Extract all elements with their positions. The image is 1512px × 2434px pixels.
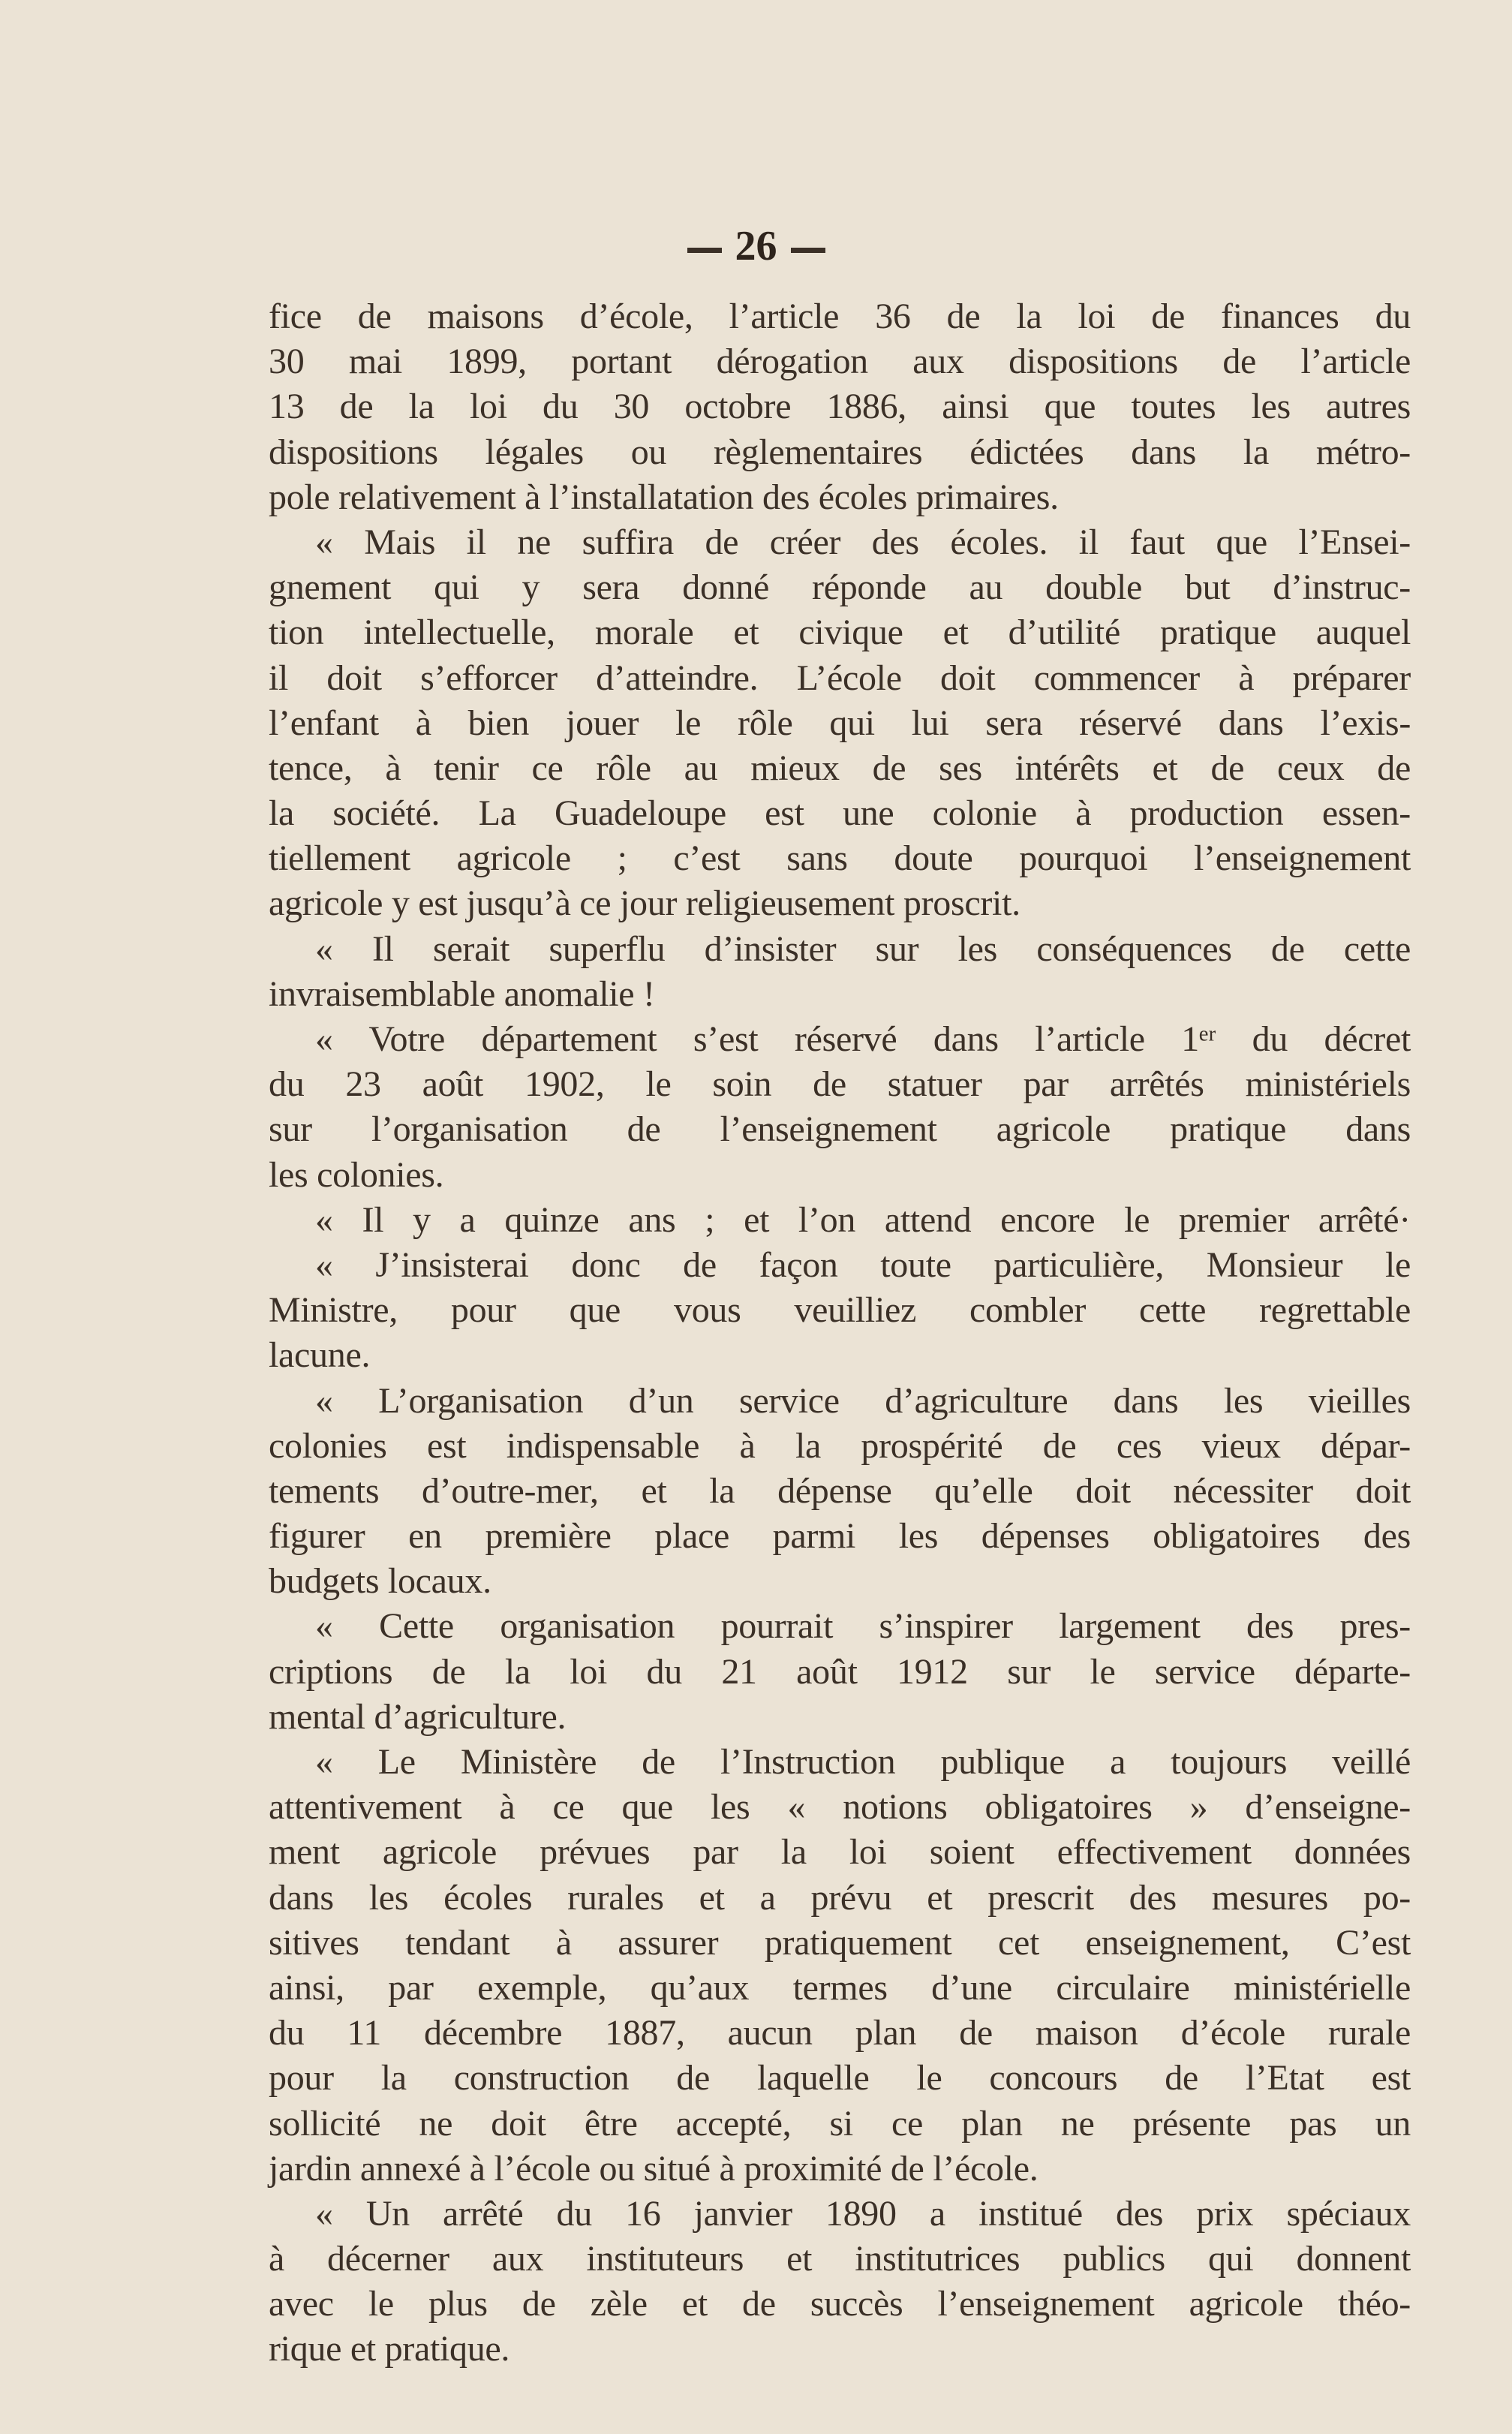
paragraph bbox=[269, 294, 1411, 520]
text-line: ainsi, par exemple, qu’aux termes d’une circulaire ministérielle bbox=[269, 1967, 1411, 2008]
text-line: sur l’organisation de l’enseignement agricole pratique dans bbox=[269, 1109, 1411, 1150]
text-line: gnement qui y sera donné réponde au double but d’instruc- bbox=[269, 567, 1411, 608]
text-line: dans les écoles rurales et a prévu et prescrit des mesures po- bbox=[269, 1877, 1411, 1918]
text-line: les colonies. bbox=[269, 1154, 444, 1195]
text-line: 13 de la loi du 30 octobre 1886, ainsi que toutes les autres bbox=[269, 387, 1411, 427]
text-line: rique et pratique. bbox=[269, 2329, 510, 2369]
text-line: ment agricole prévues par la loi soient effectivement données bbox=[269, 1832, 1411, 1873]
text-line: budgets locaux. bbox=[269, 1561, 491, 1602]
text-line: tements d’outre-mer, et la dépense qu’elle doit nécessiter doit bbox=[269, 1470, 1411, 1511]
text-line: « Un arrêté du 16 janvier 1890 a institué des prix spéciaux bbox=[315, 2193, 1411, 2234]
text-line: lacune. bbox=[269, 1335, 371, 1376]
text-line: agricole y est jusqu’à ce jour religieusement proscrit. bbox=[269, 883, 1021, 924]
text-line: pole relativement à l’installatation des écoles primaires. bbox=[269, 477, 1059, 517]
text-line: fice de maisons d’école, l’article 36 de la loi de finances du bbox=[269, 296, 1411, 336]
paragraph bbox=[269, 1379, 1411, 1605]
text-line: « J’insisterai donc de façon toute particulière, Monsieur le bbox=[315, 1244, 1411, 1285]
paragraph bbox=[269, 2192, 1411, 2372]
text-line: du 23 août 1902, le soin de statuer par arrêtés ministériels bbox=[269, 1064, 1411, 1105]
text-line: tiellement agricole ; c’est sans doute pourquoi l’enseignement bbox=[269, 838, 1411, 879]
text-line: invraisemblable anomalie ! bbox=[269, 973, 655, 1014]
text-line: Ministre, pour que vous veuilliez combler cette regrettable bbox=[269, 1290, 1411, 1331]
paragraph bbox=[269, 1740, 1411, 2192]
body-text bbox=[269, 294, 1411, 2372]
text-line: la société. La Guadeloupe est une colonie à production essen- bbox=[269, 793, 1411, 834]
text-line: pour la construction de laquelle le concours de l’Etat est bbox=[269, 2058, 1411, 2099]
text-line: 30 mai 1899, portant dérogation aux dispositions de l’article bbox=[269, 341, 1411, 382]
paragraph bbox=[269, 927, 1411, 1017]
text-line: mental d’agriculture. bbox=[269, 1696, 567, 1737]
text-line: « Cette organisation pourrait s’inspirer largement des pres- bbox=[315, 1606, 1411, 1647]
text-line: « Il y a quinze ans ; et l’on attend encore le premier arrêté· bbox=[315, 1199, 1411, 1240]
text-line: figurer en première place parmi les dépenses obligatoires des bbox=[269, 1516, 1411, 1557]
page-number: 26 bbox=[0, 222, 1512, 270]
text-line: « Mais il ne suffira de créer des écoles. il faut que l’Ensei- bbox=[315, 522, 1411, 562]
text-line: sitives tendant à assurer pratiquement cet enseignement, C’est bbox=[269, 1922, 1411, 1963]
text-line: colonies est indispensable à la prospérité de ces vieux dépar- bbox=[269, 1425, 1411, 1466]
text-line: dispositions légales ou règlementaires édictées dans la métro- bbox=[269, 432, 1411, 472]
paragraph bbox=[269, 520, 1411, 927]
text-line: sollicité ne doit être accepté, si ce plan ne présente pas un bbox=[269, 2103, 1411, 2144]
text-line: à décerner aux instituteurs et institutrices publics qui donnent bbox=[269, 2239, 1411, 2279]
text-line: l’enfant à bien jouer le rôle qui lui sera réservé dans l’exis- bbox=[269, 703, 1411, 743]
text-line: du 11 décembre 1887, aucun plan de maison d’école rurale bbox=[269, 2013, 1411, 2053]
text-line: tion intellectuelle, morale et civique et d’utilité pratique auquel bbox=[269, 612, 1411, 653]
text-line: tence, à tenir ce rôle au mieux de ses intérêts et de ceux de bbox=[269, 748, 1411, 788]
text-line: « Il serait superflu d’insister sur les conséquences de cette bbox=[315, 928, 1411, 969]
text-line: avec le plus de zèle et de succès l’enseignement agricole théo- bbox=[269, 2284, 1411, 2324]
text-line: « L’organisation d’un service d’agriculture dans les vieilles bbox=[315, 1380, 1411, 1421]
text-line: « Votre département s’est réservé dans l’article 1ᵉʳ du décret bbox=[315, 1019, 1411, 1059]
text-line: « Le Ministère de l’Instruction publique a toujours veillé bbox=[315, 1742, 1411, 1782]
paragraph bbox=[269, 1243, 1411, 1379]
paragraph bbox=[269, 1604, 1411, 1740]
paragraph bbox=[269, 1017, 1411, 1198]
text-line: jardin annexé à l’école ou situé à proximité de l’école. bbox=[269, 2148, 1039, 2189]
text-line: criptions de la loi du 21 août 1912 sur le service départe- bbox=[269, 1651, 1411, 1692]
text-line: il doit s’efforcer d’atteindre. L’école doit commencer à préparer bbox=[269, 657, 1411, 698]
paragraph bbox=[269, 1198, 1411, 1243]
text-line: attentivement à ce que les « notions obligatoires » d’enseigne- bbox=[269, 1787, 1411, 1828]
